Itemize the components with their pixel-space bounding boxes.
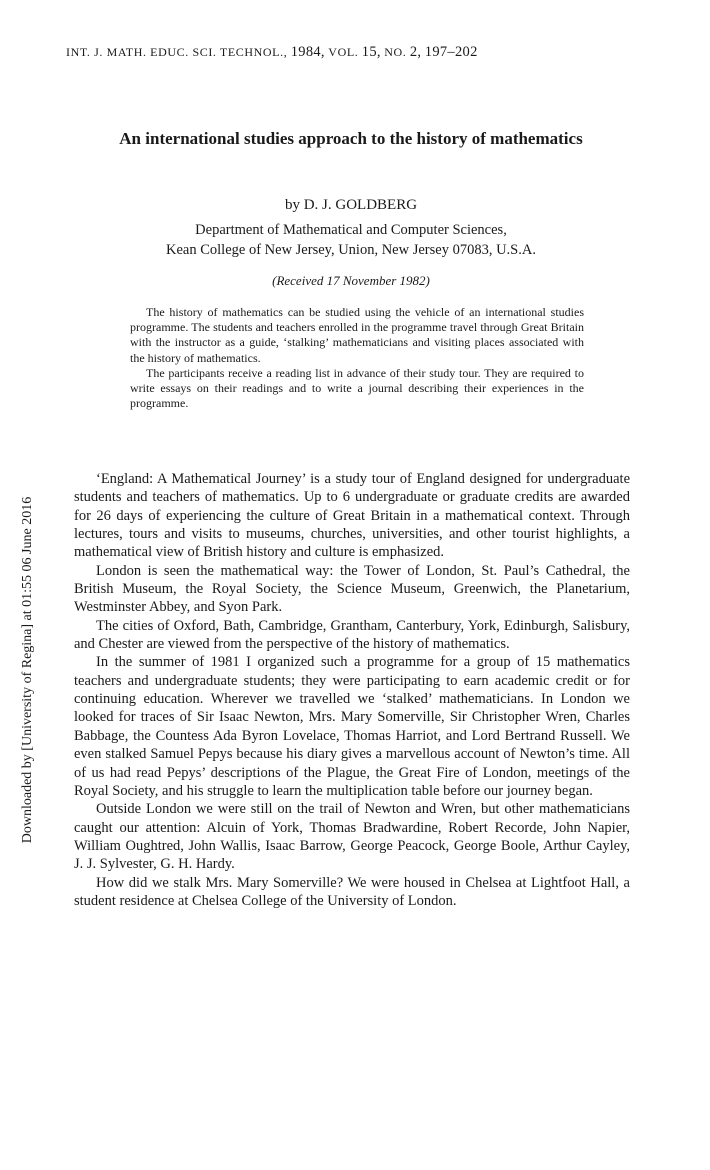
- abstract: [130, 305, 584, 411]
- download-note: Downloaded by [University of Regina] at 01:55 06 June 2016: [20, 496, 35, 844]
- download-watermark: [18, 20, 38, 1020]
- body-paragraph: In the summer of 1981 I organized such a programme for a group of 15 mathematics teachers and undergraduate students; they were participating to earn academic credit or for continuing education. Wherever we travelled we ‘stalked’ mathematicians. In London we looked for traces of Sir Isaac Newton, Mrs. Mary Somerville, Sir Christopher Wren, Charles Babbage, the Countess Ada Byron Lovelace, Thomas Harriot, and Lord Bertrand Russell. We even stalked Samuel Pepys because his diary gives a marvellous account of Newton’s time. All of us had read Pepys’ descriptions of the Plague, the Great Fire of London, meetings of the Royal Society, and his struggle to learn the multiplication table before our journey began.: [74, 654, 630, 799]
- author-affiliation: [96, 220, 606, 260]
- abstract-paragraph: The history of mathematics can be studied using the vehicle of an international studies programme. The students and teachers enrolled in the programme travel through Great Britain with the instructor as a guide, ‘stalking’ mathematicians and visiting places associated with the history of mathematics.: [130, 305, 584, 365]
- received-date: (Received 17 November 1982): [272, 273, 430, 288]
- journal-header: [66, 44, 646, 61]
- article-title: An international studies approach to the history of mathematics: [119, 129, 583, 148]
- body-paragraph: ‘England: A Mathematical Journey’ is a study tour of England designed for undergraduate students and teachers of mathematics. Up to 6 undergraduate or graduate credits are awarded for 26 days of experiencing the culture of Great Britain in a mathematical context. Through lectures, tours and visits to museums, churches, universities, and other tourist highlights, a mathematical view of British history and culture is emphasized.: [74, 471, 630, 561]
- journal-year: 1984,: [290, 44, 325, 60]
- volume-label: VOL.: [328, 45, 359, 59]
- article-body: [74, 470, 630, 910]
- abstract-paragraph: The participants receive a reading list in advance of their study tour. They are required to write essays on their readings and to write a journal describing their experiences in the programme.: [130, 365, 584, 411]
- affiliation-line: Department of Mathematical and Computer Sciences,: [195, 222, 507, 238]
- page-range: 197–202: [424, 44, 478, 60]
- body-paragraph: The cities of Oxford, Bath, Cambridge, Grantham, Canterbury, York, Edinburgh, Salisbury, and Chester are viewed from the perspective of the history of mathematics.: [74, 617, 630, 653]
- body-paragraph: Outside London we were still on the trail of Newton and Wren, but other mathematicians caught our attention: Alcuin of York, Thomas Bradwardine, Robert Recorde, John Napier, William Oughtred, John Wallis, Isaac Barrow, George Peacock, George Boole, Arthur Cayley, J. J. Sylvester, G. H. Hardy.: [74, 801, 630, 873]
- issue-label: NO.: [384, 45, 407, 59]
- journal-name: INT. J. MATH. EDUC. SCI. TECHNOL.,: [66, 45, 288, 59]
- issue-number: 2,: [409, 44, 422, 60]
- author-byline: by D. J. GOLDBERG: [284, 197, 418, 213]
- body-paragraph: London is seen the mathematical way: the Tower of London, St. Paul’s Cathedral, the British Museum, the Royal Society, the Science Museum, Greenwich, the Planetarium, Westminster Abbey, and Syon Park.: [74, 562, 630, 616]
- body-paragraph: How did we stalk Mrs. Mary Somerville? We were housed in Chelsea at Lightfoot Hall, a student residence at Chelsea College of the University of London.: [74, 874, 630, 909]
- affiliation-line: Kean College of New Jersey, Union, New Jersey 07083, U.S.A.: [166, 242, 536, 258]
- volume-number: 15,: [361, 44, 381, 60]
